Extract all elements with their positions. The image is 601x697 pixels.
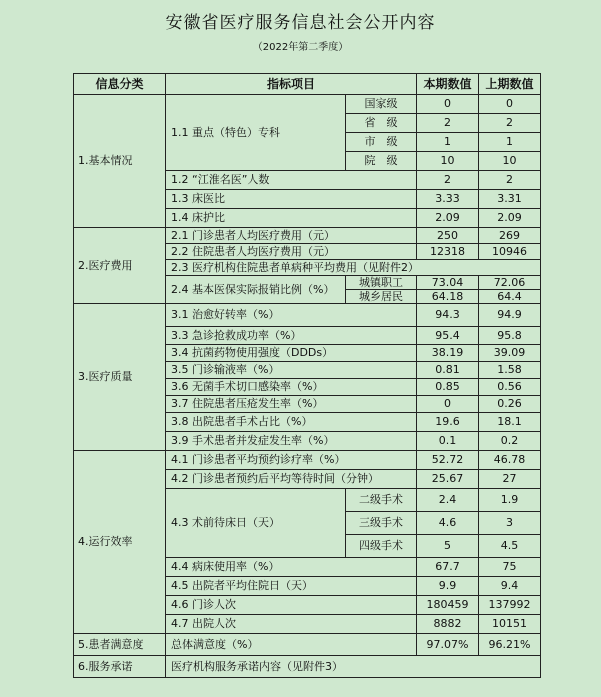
item-label: 4.2 门诊患者预约后平均等待时间（分钟） (166, 470, 417, 489)
surgery-label: 二级手术 (346, 489, 417, 512)
table-row (74, 304, 541, 327)
category-quality: 3.医疗质量 (74, 304, 166, 451)
value-current: 8882 (417, 615, 479, 634)
value-current: 9.9 (417, 577, 479, 596)
item-label: 3.8 出院患者手术占比（%） (166, 413, 417, 432)
value-current: 0.85 (417, 379, 479, 396)
level-label: 院 级 (346, 152, 417, 171)
value-current: 97.07% (417, 634, 479, 656)
value-current: 0 (417, 396, 479, 413)
value-current: 64.18 (417, 290, 479, 304)
page-title: 安徽省医疗服务信息社会公开内容 (165, 13, 436, 33)
value-previous: 4.5 (479, 535, 541, 558)
category-commitment: 6.服务承诺 (74, 656, 166, 678)
value-current: 12318 (417, 244, 479, 260)
item-commitment: 医疗机构服务承诺内容（见附件3） (166, 656, 541, 678)
item-label: 3.7 住院患者压疮发生率（%） (166, 396, 417, 413)
value-previous: 18.1 (479, 413, 541, 432)
value-current: 2 (417, 171, 479, 190)
value-current: 52.72 (417, 451, 479, 470)
table-row (74, 451, 541, 470)
value-previous: 96.21% (479, 634, 541, 656)
value-previous: 72.06 (479, 276, 541, 290)
category-satisfaction: 5.患者满意度 (74, 634, 166, 656)
value-current: 1 (417, 133, 479, 152)
item-label: 4.7 出院人次 (166, 615, 417, 634)
value-previous: 27 (479, 470, 541, 489)
value-previous: 1.9 (479, 489, 541, 512)
value-previous: 137992 (479, 596, 541, 615)
value-previous: 0.26 (479, 396, 541, 413)
item-label: 2.2 住院患者人均医疗费用（元） (166, 244, 417, 260)
category-cost: 2.医疗费用 (74, 228, 166, 304)
value-previous: 2 (479, 114, 541, 133)
category-efficiency: 4.运行效率 (74, 451, 166, 634)
value-previous: 94.9 (479, 304, 541, 327)
item-label: 3.5 门诊输液率（%） (166, 362, 417, 379)
value-previous: 10 (479, 152, 541, 171)
value-previous: 46.78 (479, 451, 541, 470)
value-previous: 75 (479, 558, 541, 577)
value-current: 25.67 (417, 470, 479, 489)
value-previous: 1 (479, 133, 541, 152)
value-current: 0 (417, 95, 479, 114)
item-single-disease: 2.3 医疗机构住院患者单病种平均费用（见附件2） (166, 260, 541, 276)
insurance-label: 城乡居民 (346, 290, 417, 304)
value-current: 4.6 (417, 512, 479, 535)
header-previous: 上期数值 (479, 74, 541, 95)
item-specialty: 1.1 重点（特色）专科 (166, 95, 346, 171)
value-current: 19.6 (417, 413, 479, 432)
value-current: 0.81 (417, 362, 479, 379)
item-label: 3.3 急诊抢救成功率（%） (166, 327, 417, 345)
category-basic: 1.基本情况 (74, 95, 166, 228)
info-table (73, 73, 541, 678)
item-label: 3.6 无菌手术切口感染率（%） (166, 379, 417, 396)
item-label: 4.4 病床使用率（%） (166, 558, 417, 577)
value-previous: 64.4 (479, 290, 541, 304)
value-previous: 3 (479, 512, 541, 535)
level-label: 市 级 (346, 133, 417, 152)
table-header-row (74, 74, 541, 95)
value-previous: 95.8 (479, 327, 541, 345)
value-current: 2 (417, 114, 479, 133)
item-label: 1.2 “江淮名医”人数 (166, 171, 417, 190)
value-previous: 0 (479, 95, 541, 114)
value-previous: 2 (479, 171, 541, 190)
value-current: 73.04 (417, 276, 479, 290)
insurance-label: 城镇职工 (346, 276, 417, 290)
page-subtitle: （2022年第二季度） (252, 42, 349, 53)
item-label: 4.6 门诊人次 (166, 596, 417, 615)
value-previous: 10151 (479, 615, 541, 634)
value-previous: 269 (479, 228, 541, 244)
value-current: 180459 (417, 596, 479, 615)
item-label: 总体满意度（%） (166, 634, 417, 656)
value-current: 2.4 (417, 489, 479, 512)
value-current: 94.3 (417, 304, 479, 327)
item-label: 2.1 门诊患者人均医疗费用（元） (166, 228, 417, 244)
value-previous: 39.09 (479, 345, 541, 362)
level-label: 省 级 (346, 114, 417, 133)
surgery-label: 三级手术 (346, 512, 417, 535)
value-current: 38.19 (417, 345, 479, 362)
table-row (74, 634, 541, 656)
value-previous: 3.31 (479, 190, 541, 209)
item-label: 3.9 手术患者并发症发生率（%） (166, 432, 417, 451)
value-current: 67.7 (417, 558, 479, 577)
table-row (74, 95, 541, 114)
table-row (74, 656, 541, 678)
item-label: 1.4 床护比 (166, 209, 417, 228)
item-label: 3.4 抗菌药物使用强度（DDDs） (166, 345, 417, 362)
value-previous: 2.09 (479, 209, 541, 228)
level-label: 国家级 (346, 95, 417, 114)
value-previous: 9.4 (479, 577, 541, 596)
item-label: 3.1 治愈好转率（%） (166, 304, 417, 327)
item-preop-wait: 4.3 术前待床日（天） (166, 489, 346, 558)
value-previous: 0.2 (479, 432, 541, 451)
header-item: 指标项目 (166, 74, 417, 95)
item-insurance: 2.4 基本医保实际报销比例（%） (166, 276, 346, 304)
value-previous: 1.58 (479, 362, 541, 379)
value-current: 2.09 (417, 209, 479, 228)
value-current: 0.1 (417, 432, 479, 451)
value-current: 3.33 (417, 190, 479, 209)
value-current: 5 (417, 535, 479, 558)
item-label: 1.3 床医比 (166, 190, 417, 209)
header-current: 本期数值 (417, 74, 479, 95)
value-previous: 0.56 (479, 379, 541, 396)
item-label: 4.1 门诊患者平均预约诊疗率（%） (166, 451, 417, 470)
item-label: 4.5 出院者平均住院日（天） (166, 577, 417, 596)
table-row (74, 228, 541, 244)
surgery-label: 四级手术 (346, 535, 417, 558)
value-current: 95.4 (417, 327, 479, 345)
value-current: 10 (417, 152, 479, 171)
header-category: 信息分类 (74, 74, 166, 95)
value-previous: 10946 (479, 244, 541, 260)
value-current: 250 (417, 228, 479, 244)
